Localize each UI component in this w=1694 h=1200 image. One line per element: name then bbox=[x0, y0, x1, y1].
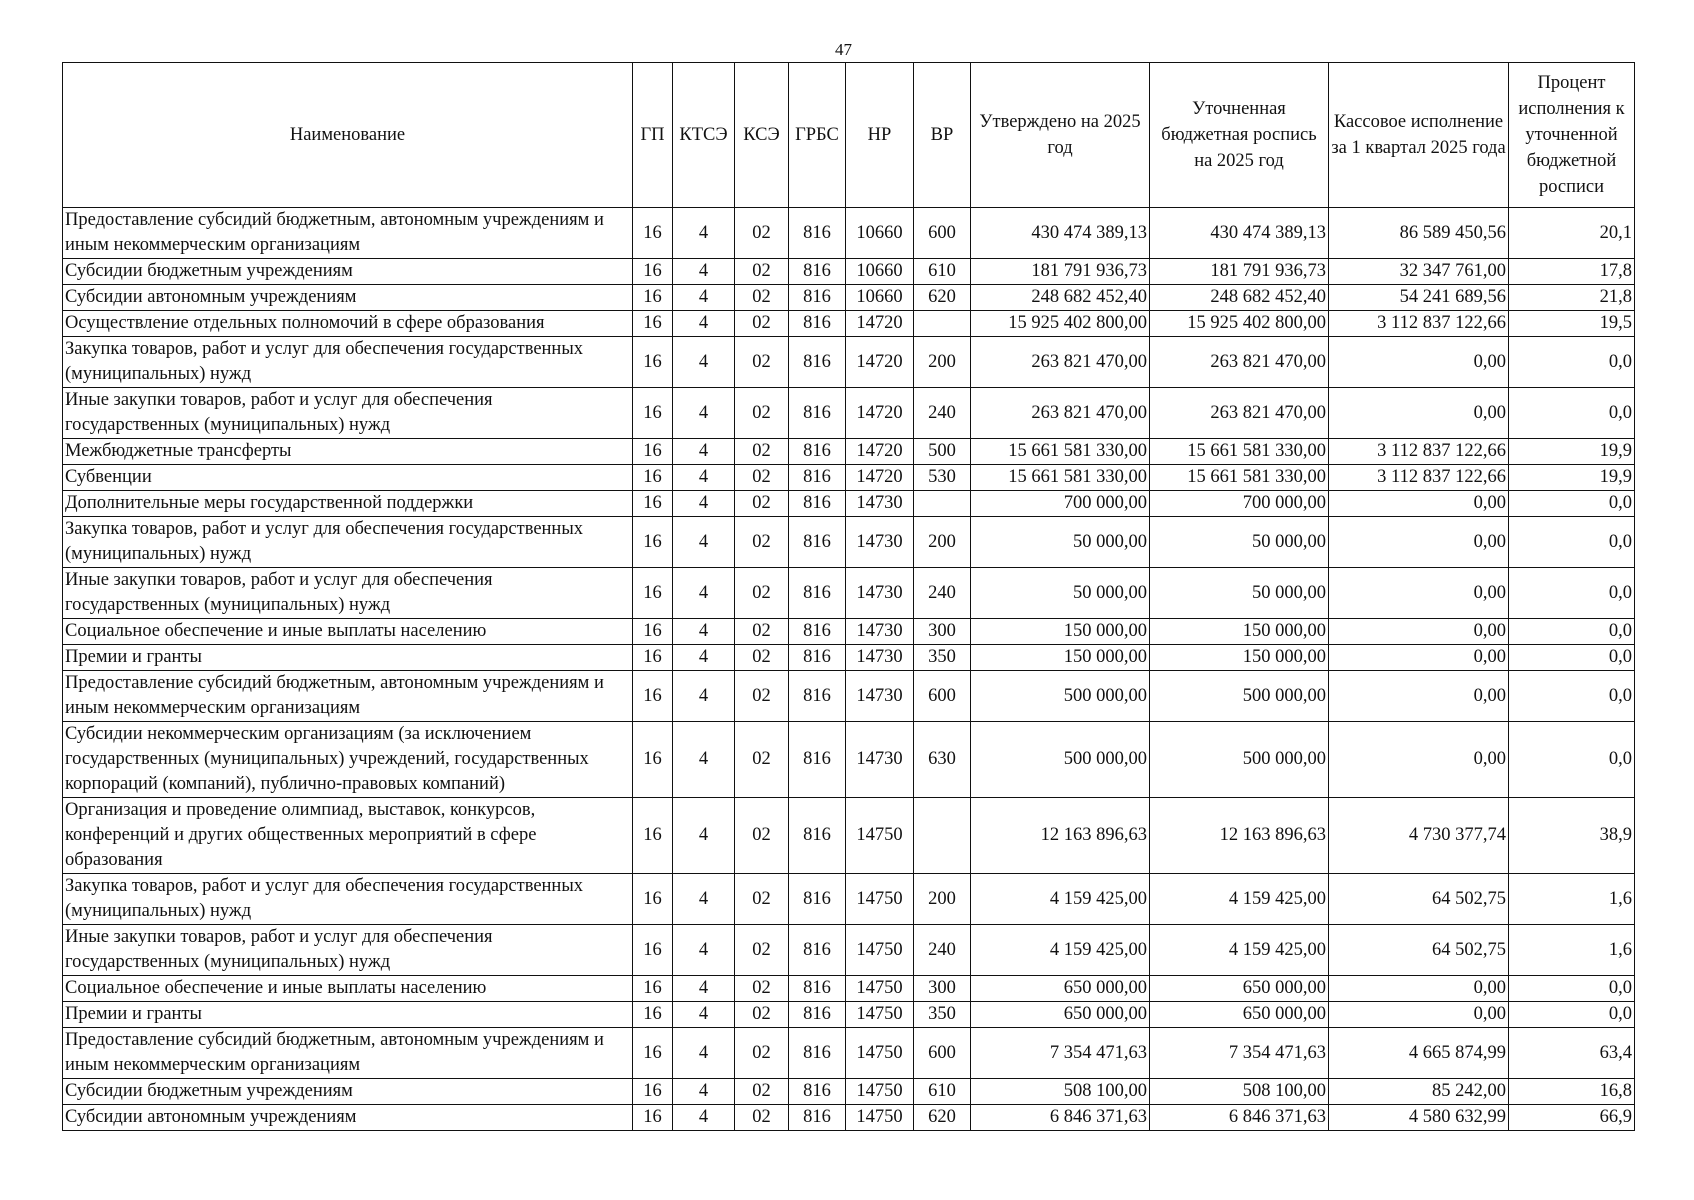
cell-percent: 0,0 bbox=[1509, 1002, 1635, 1028]
cell-ktse: 4 bbox=[673, 1079, 735, 1105]
cell-percent: 19,9 bbox=[1509, 465, 1635, 491]
cell-grbs: 816 bbox=[789, 1002, 846, 1028]
cell-nr: 14730 bbox=[846, 568, 914, 619]
cell-vr bbox=[914, 491, 971, 517]
cell-ktse: 4 bbox=[673, 259, 735, 285]
cell-gp: 16 bbox=[633, 619, 673, 645]
cell-percent: 17,8 bbox=[1509, 259, 1635, 285]
cell-kse: 02 bbox=[735, 798, 789, 874]
cell-vr: 610 bbox=[914, 259, 971, 285]
cell-kse: 02 bbox=[735, 671, 789, 722]
cell-approved: 12 163 896,63 bbox=[971, 798, 1150, 874]
cell-name: Организация и проведение олимпиад, выставок, конкурсов, конференций и других общественных мероприятий в сфере образования bbox=[63, 798, 633, 874]
header-gp: ГП bbox=[633, 63, 673, 208]
cell-vr: 200 bbox=[914, 517, 971, 568]
cell-refined: 6 846 371,63 bbox=[1150, 1105, 1329, 1131]
cell-grbs: 816 bbox=[789, 874, 846, 925]
cell-percent: 0,0 bbox=[1509, 337, 1635, 388]
cell-refined: 700 000,00 bbox=[1150, 491, 1329, 517]
cell-nr: 14730 bbox=[846, 491, 914, 517]
cell-grbs: 816 bbox=[789, 337, 846, 388]
cell-grbs: 816 bbox=[789, 568, 846, 619]
cell-nr: 14720 bbox=[846, 388, 914, 439]
cell-percent: 19,5 bbox=[1509, 311, 1635, 337]
cell-gp: 16 bbox=[633, 976, 673, 1002]
table-row bbox=[63, 1028, 1635, 1079]
cell-percent: 16,8 bbox=[1509, 1079, 1635, 1105]
cell-grbs: 816 bbox=[789, 465, 846, 491]
cell-gp: 16 bbox=[633, 568, 673, 619]
cell-cash: 0,00 bbox=[1329, 568, 1509, 619]
cell-name: Предоставление субсидий бюджетным, автономным учреждениям и иным некоммерческим организациям bbox=[63, 1028, 633, 1079]
table-row bbox=[63, 439, 1635, 465]
cell-nr: 14720 bbox=[846, 337, 914, 388]
cell-cash: 54 241 689,56 bbox=[1329, 285, 1509, 311]
cell-name: Социальное обеспечение и иные выплаты населению bbox=[63, 976, 633, 1002]
cell-refined: 12 163 896,63 bbox=[1150, 798, 1329, 874]
cell-vr: 620 bbox=[914, 1105, 971, 1131]
cell-cash: 0,00 bbox=[1329, 388, 1509, 439]
cell-kse: 02 bbox=[735, 568, 789, 619]
cell-name: Дополнительные меры государственной поддержки bbox=[63, 491, 633, 517]
cell-percent: 1,6 bbox=[1509, 874, 1635, 925]
cell-cash: 64 502,75 bbox=[1329, 925, 1509, 976]
cell-vr: 240 bbox=[914, 925, 971, 976]
cell-ktse: 4 bbox=[673, 285, 735, 311]
cell-nr: 10660 bbox=[846, 259, 914, 285]
cell-approved: 15 661 581 330,00 bbox=[971, 439, 1150, 465]
cell-name: Субсидии некоммерческим организациям (за исключением государственных (муниципальных) учреждений, государственных корпораций (компаний), публично-правовых компаний) bbox=[63, 722, 633, 798]
cell-kse: 02 bbox=[735, 285, 789, 311]
table-row bbox=[63, 285, 1635, 311]
cell-ktse: 4 bbox=[673, 208, 735, 259]
cell-name: Иные закупки товаров, работ и услуг для обеспечения государственных (муниципальных) нужд bbox=[63, 925, 633, 976]
cell-cash: 4 665 874,99 bbox=[1329, 1028, 1509, 1079]
cell-grbs: 816 bbox=[789, 1079, 846, 1105]
cell-vr: 500 bbox=[914, 439, 971, 465]
header-name: Наименование bbox=[63, 63, 633, 208]
cell-vr: 610 bbox=[914, 1079, 971, 1105]
cell-refined: 181 791 936,73 bbox=[1150, 259, 1329, 285]
cell-kse: 02 bbox=[735, 517, 789, 568]
cell-gp: 16 bbox=[633, 259, 673, 285]
cell-gp: 16 bbox=[633, 1079, 673, 1105]
cell-cash: 0,00 bbox=[1329, 976, 1509, 1002]
cell-nr: 10660 bbox=[846, 285, 914, 311]
cell-cash: 4 730 377,74 bbox=[1329, 798, 1509, 874]
cell-vr: 630 bbox=[914, 722, 971, 798]
table-header bbox=[63, 63, 1635, 208]
cell-ktse: 4 bbox=[673, 798, 735, 874]
budget-table bbox=[62, 62, 1635, 1131]
cell-refined: 500 000,00 bbox=[1150, 671, 1329, 722]
cell-ktse: 4 bbox=[673, 388, 735, 439]
cell-refined: 263 821 470,00 bbox=[1150, 388, 1329, 439]
table-row bbox=[63, 1002, 1635, 1028]
cell-name: Премии и гранты bbox=[63, 645, 633, 671]
cell-nr: 14720 bbox=[846, 311, 914, 337]
cell-percent: 0,0 bbox=[1509, 491, 1635, 517]
cell-refined: 4 159 425,00 bbox=[1150, 925, 1329, 976]
cell-approved: 500 000,00 bbox=[971, 722, 1150, 798]
header-percent: Процент исполнения к уточненной бюджетной росписи bbox=[1509, 63, 1635, 208]
cell-grbs: 816 bbox=[789, 645, 846, 671]
page-number: 47 bbox=[835, 40, 852, 59]
cell-vr: 200 bbox=[914, 337, 971, 388]
cell-nr: 14750 bbox=[846, 798, 914, 874]
cell-kse: 02 bbox=[735, 1002, 789, 1028]
cell-approved: 248 682 452,40 bbox=[971, 285, 1150, 311]
cell-gp: 16 bbox=[633, 439, 673, 465]
cell-ktse: 4 bbox=[673, 1002, 735, 1028]
cell-kse: 02 bbox=[735, 439, 789, 465]
cell-ktse: 4 bbox=[673, 671, 735, 722]
cell-approved: 4 159 425,00 bbox=[971, 925, 1150, 976]
cell-approved: 181 791 936,73 bbox=[971, 259, 1150, 285]
cell-name: Закупка товаров, работ и услуг для обеспечения государственных (муниципальных) нужд bbox=[63, 517, 633, 568]
cell-name: Иные закупки товаров, работ и услуг для обеспечения государственных (муниципальных) нужд bbox=[63, 568, 633, 619]
header-cash: Кассовое исполнение за 1 квартал 2025 года bbox=[1329, 63, 1509, 208]
cell-name: Субсидии бюджетным учреждениям bbox=[63, 259, 633, 285]
cell-kse: 02 bbox=[735, 976, 789, 1002]
cell-nr: 14750 bbox=[846, 976, 914, 1002]
cell-refined: 50 000,00 bbox=[1150, 568, 1329, 619]
cell-kse: 02 bbox=[735, 465, 789, 491]
cell-nr: 10660 bbox=[846, 208, 914, 259]
cell-cash: 0,00 bbox=[1329, 491, 1509, 517]
cell-cash: 86 589 450,56 bbox=[1329, 208, 1509, 259]
cell-gp: 16 bbox=[633, 798, 673, 874]
cell-approved: 150 000,00 bbox=[971, 645, 1150, 671]
cell-kse: 02 bbox=[735, 259, 789, 285]
cell-kse: 02 bbox=[735, 311, 789, 337]
cell-gp: 16 bbox=[633, 337, 673, 388]
cell-grbs: 816 bbox=[789, 1105, 846, 1131]
cell-gp: 16 bbox=[633, 722, 673, 798]
cell-vr bbox=[914, 311, 971, 337]
cell-nr: 14730 bbox=[846, 645, 914, 671]
cell-refined: 50 000,00 bbox=[1150, 517, 1329, 568]
cell-name: Закупка товаров, работ и услуг для обеспечения государственных (муниципальных) нужд bbox=[63, 874, 633, 925]
cell-kse: 02 bbox=[735, 1079, 789, 1105]
cell-vr: 600 bbox=[914, 1028, 971, 1079]
table-row bbox=[63, 208, 1635, 259]
cell-approved: 50 000,00 bbox=[971, 517, 1150, 568]
cell-name: Субвенции bbox=[63, 465, 633, 491]
table-row bbox=[63, 722, 1635, 798]
cell-nr: 14750 bbox=[846, 1105, 914, 1131]
cell-cash: 85 242,00 bbox=[1329, 1079, 1509, 1105]
cell-grbs: 816 bbox=[789, 259, 846, 285]
table-row bbox=[63, 388, 1635, 439]
cell-refined: 4 159 425,00 bbox=[1150, 874, 1329, 925]
cell-name: Социальное обеспечение и иные выплаты населению bbox=[63, 619, 633, 645]
cell-approved: 150 000,00 bbox=[971, 619, 1150, 645]
cell-nr: 14730 bbox=[846, 517, 914, 568]
cell-name: Иные закупки товаров, работ и услуг для обеспечения государственных (муниципальных) нужд bbox=[63, 388, 633, 439]
cell-approved: 4 159 425,00 bbox=[971, 874, 1150, 925]
cell-grbs: 816 bbox=[789, 311, 846, 337]
cell-kse: 02 bbox=[735, 1028, 789, 1079]
cell-nr: 14750 bbox=[846, 1002, 914, 1028]
cell-cash: 3 112 837 122,66 bbox=[1329, 465, 1509, 491]
cell-refined: 263 821 470,00 bbox=[1150, 337, 1329, 388]
table-row bbox=[63, 874, 1635, 925]
cell-gp: 16 bbox=[633, 208, 673, 259]
cell-kse: 02 bbox=[735, 874, 789, 925]
cell-ktse: 4 bbox=[673, 645, 735, 671]
cell-vr: 620 bbox=[914, 285, 971, 311]
cell-kse: 02 bbox=[735, 337, 789, 388]
header-refined: Уточненная бюджетная роспись на 2025 год bbox=[1150, 63, 1329, 208]
cell-vr: 530 bbox=[914, 465, 971, 491]
header-nr: НР bbox=[846, 63, 914, 208]
table-body bbox=[63, 208, 1635, 1131]
cell-vr bbox=[914, 798, 971, 874]
cell-percent: 66,9 bbox=[1509, 1105, 1635, 1131]
cell-ktse: 4 bbox=[673, 311, 735, 337]
cell-refined: 15 661 581 330,00 bbox=[1150, 439, 1329, 465]
cell-cash: 3 112 837 122,66 bbox=[1329, 439, 1509, 465]
cell-percent: 19,9 bbox=[1509, 439, 1635, 465]
cell-name: Премии и гранты bbox=[63, 1002, 633, 1028]
cell-approved: 650 000,00 bbox=[971, 1002, 1150, 1028]
cell-refined: 150 000,00 bbox=[1150, 645, 1329, 671]
table-row bbox=[63, 925, 1635, 976]
cell-grbs: 816 bbox=[789, 388, 846, 439]
cell-kse: 02 bbox=[735, 491, 789, 517]
cell-cash: 64 502,75 bbox=[1329, 874, 1509, 925]
cell-grbs: 816 bbox=[789, 285, 846, 311]
table-row bbox=[63, 619, 1635, 645]
cell-vr: 240 bbox=[914, 568, 971, 619]
cell-gp: 16 bbox=[633, 671, 673, 722]
cell-gp: 16 bbox=[633, 388, 673, 439]
cell-name: Межбюджетные трансферты bbox=[63, 439, 633, 465]
cell-approved: 700 000,00 bbox=[971, 491, 1150, 517]
cell-approved: 50 000,00 bbox=[971, 568, 1150, 619]
table-row bbox=[63, 1079, 1635, 1105]
cell-grbs: 816 bbox=[789, 1028, 846, 1079]
cell-ktse: 4 bbox=[673, 1105, 735, 1131]
table-row bbox=[63, 568, 1635, 619]
cell-grbs: 816 bbox=[789, 671, 846, 722]
cell-approved: 263 821 470,00 bbox=[971, 337, 1150, 388]
cell-refined: 15 925 402 800,00 bbox=[1150, 311, 1329, 337]
cell-ktse: 4 bbox=[673, 1028, 735, 1079]
cell-vr: 350 bbox=[914, 645, 971, 671]
cell-nr: 14750 bbox=[846, 874, 914, 925]
cell-cash: 0,00 bbox=[1329, 645, 1509, 671]
cell-gp: 16 bbox=[633, 1002, 673, 1028]
cell-ktse: 4 bbox=[673, 874, 735, 925]
cell-ktse: 4 bbox=[673, 465, 735, 491]
cell-cash: 4 580 632,99 bbox=[1329, 1105, 1509, 1131]
cell-refined: 150 000,00 bbox=[1150, 619, 1329, 645]
cell-percent: 63,4 bbox=[1509, 1028, 1635, 1079]
cell-name: Предоставление субсидий бюджетным, автономным учреждениям и иным некоммерческим организациям bbox=[63, 671, 633, 722]
header-kse: КСЭ bbox=[735, 63, 789, 208]
cell-ktse: 4 bbox=[673, 491, 735, 517]
cell-vr: 600 bbox=[914, 671, 971, 722]
cell-name: Предоставление субсидий бюджетным, автономным учреждениям и иным некоммерческим организациям bbox=[63, 208, 633, 259]
cell-grbs: 816 bbox=[789, 798, 846, 874]
cell-name: Осуществление отдельных полномочий в сфере образования bbox=[63, 311, 633, 337]
cell-approved: 15 661 581 330,00 bbox=[971, 465, 1150, 491]
cell-kse: 02 bbox=[735, 722, 789, 798]
cell-gp: 16 bbox=[633, 1028, 673, 1079]
cell-vr: 300 bbox=[914, 619, 971, 645]
cell-ktse: 4 bbox=[673, 439, 735, 465]
table-row bbox=[63, 798, 1635, 874]
cell-kse: 02 bbox=[735, 388, 789, 439]
cell-gp: 16 bbox=[633, 517, 673, 568]
cell-cash: 0,00 bbox=[1329, 722, 1509, 798]
cell-name: Субсидии бюджетным учреждениям bbox=[63, 1079, 633, 1105]
cell-name: Субсидии автономным учреждениям bbox=[63, 1105, 633, 1131]
cell-nr: 14720 bbox=[846, 439, 914, 465]
cell-percent: 0,0 bbox=[1509, 645, 1635, 671]
cell-percent: 0,0 bbox=[1509, 388, 1635, 439]
cell-ktse: 4 bbox=[673, 925, 735, 976]
cell-kse: 02 bbox=[735, 208, 789, 259]
cell-kse: 02 bbox=[735, 619, 789, 645]
cell-gp: 16 bbox=[633, 311, 673, 337]
cell-gp: 16 bbox=[633, 1105, 673, 1131]
cell-grbs: 816 bbox=[789, 722, 846, 798]
cell-cash: 0,00 bbox=[1329, 517, 1509, 568]
cell-nr: 14750 bbox=[846, 1028, 914, 1079]
cell-percent: 0,0 bbox=[1509, 568, 1635, 619]
table-row bbox=[63, 311, 1635, 337]
cell-approved: 6 846 371,63 bbox=[971, 1105, 1150, 1131]
cell-nr: 14720 bbox=[846, 465, 914, 491]
table-row bbox=[63, 645, 1635, 671]
cell-kse: 02 bbox=[735, 1105, 789, 1131]
table-row bbox=[63, 491, 1635, 517]
cell-vr: 600 bbox=[914, 208, 971, 259]
cell-percent: 0,0 bbox=[1509, 722, 1635, 798]
cell-approved: 7 354 471,63 bbox=[971, 1028, 1150, 1079]
cell-nr: 14750 bbox=[846, 925, 914, 976]
cell-ktse: 4 bbox=[673, 619, 735, 645]
table-row bbox=[63, 517, 1635, 568]
cell-grbs: 816 bbox=[789, 619, 846, 645]
cell-cash: 0,00 bbox=[1329, 1002, 1509, 1028]
cell-nr: 14750 bbox=[846, 1079, 914, 1105]
cell-kse: 02 bbox=[735, 925, 789, 976]
cell-refined: 508 100,00 bbox=[1150, 1079, 1329, 1105]
cell-gp: 16 bbox=[633, 285, 673, 311]
cell-refined: 500 000,00 bbox=[1150, 722, 1329, 798]
cell-cash: 0,00 bbox=[1329, 671, 1509, 722]
table-row bbox=[63, 259, 1635, 285]
cell-percent: 0,0 bbox=[1509, 976, 1635, 1002]
cell-gp: 16 bbox=[633, 874, 673, 925]
cell-percent: 0,0 bbox=[1509, 619, 1635, 645]
cell-refined: 248 682 452,40 bbox=[1150, 285, 1329, 311]
header-grbs: ГРБС bbox=[789, 63, 846, 208]
cell-percent: 0,0 bbox=[1509, 671, 1635, 722]
header-ktse: КТСЭ bbox=[673, 63, 735, 208]
cell-vr: 350 bbox=[914, 1002, 971, 1028]
cell-grbs: 816 bbox=[789, 925, 846, 976]
cell-grbs: 816 bbox=[789, 976, 846, 1002]
cell-nr: 14730 bbox=[846, 722, 914, 798]
cell-approved: 263 821 470,00 bbox=[971, 388, 1150, 439]
header-vr: ВР bbox=[914, 63, 971, 208]
table-row bbox=[63, 337, 1635, 388]
cell-percent: 1,6 bbox=[1509, 925, 1635, 976]
cell-cash: 3 112 837 122,66 bbox=[1329, 311, 1509, 337]
cell-ktse: 4 bbox=[673, 722, 735, 798]
cell-grbs: 816 bbox=[789, 439, 846, 465]
cell-cash: 0,00 bbox=[1329, 619, 1509, 645]
cell-ktse: 4 bbox=[673, 337, 735, 388]
cell-refined: 7 354 471,63 bbox=[1150, 1028, 1329, 1079]
cell-kse: 02 bbox=[735, 645, 789, 671]
cell-gp: 16 bbox=[633, 491, 673, 517]
cell-percent: 21,8 bbox=[1509, 285, 1635, 311]
cell-approved: 508 100,00 bbox=[971, 1079, 1150, 1105]
cell-cash: 32 347 761,00 bbox=[1329, 259, 1509, 285]
header-row bbox=[63, 63, 1635, 208]
cell-grbs: 816 bbox=[789, 517, 846, 568]
cell-gp: 16 bbox=[633, 645, 673, 671]
cell-name: Закупка товаров, работ и услуг для обеспечения государственных (муниципальных) нужд bbox=[63, 337, 633, 388]
table-row bbox=[63, 465, 1635, 491]
cell-approved: 650 000,00 bbox=[971, 976, 1150, 1002]
cell-approved: 430 474 389,13 bbox=[971, 208, 1150, 259]
cell-gp: 16 bbox=[633, 925, 673, 976]
cell-cash: 0,00 bbox=[1329, 337, 1509, 388]
cell-nr: 14730 bbox=[846, 671, 914, 722]
table-row bbox=[63, 671, 1635, 722]
cell-approved: 500 000,00 bbox=[971, 671, 1150, 722]
cell-vr: 300 bbox=[914, 976, 971, 1002]
cell-approved: 15 925 402 800,00 bbox=[971, 311, 1150, 337]
cell-name: Субсидии автономным учреждениям bbox=[63, 285, 633, 311]
cell-refined: 650 000,00 bbox=[1150, 976, 1329, 1002]
cell-percent: 0,0 bbox=[1509, 517, 1635, 568]
cell-ktse: 4 bbox=[673, 568, 735, 619]
cell-grbs: 816 bbox=[789, 208, 846, 259]
header-approved: Утверждено на 2025 год bbox=[971, 63, 1150, 208]
cell-percent: 20,1 bbox=[1509, 208, 1635, 259]
cell-refined: 650 000,00 bbox=[1150, 1002, 1329, 1028]
table-row bbox=[63, 1105, 1635, 1131]
cell-nr: 14730 bbox=[846, 619, 914, 645]
table-row bbox=[63, 976, 1635, 1002]
cell-vr: 240 bbox=[914, 388, 971, 439]
cell-grbs: 816 bbox=[789, 491, 846, 517]
cell-percent: 38,9 bbox=[1509, 798, 1635, 874]
cell-refined: 15 661 581 330,00 bbox=[1150, 465, 1329, 491]
cell-ktse: 4 bbox=[673, 976, 735, 1002]
cell-refined: 430 474 389,13 bbox=[1150, 208, 1329, 259]
cell-gp: 16 bbox=[633, 465, 673, 491]
cell-vr: 200 bbox=[914, 874, 971, 925]
cell-ktse: 4 bbox=[673, 517, 735, 568]
